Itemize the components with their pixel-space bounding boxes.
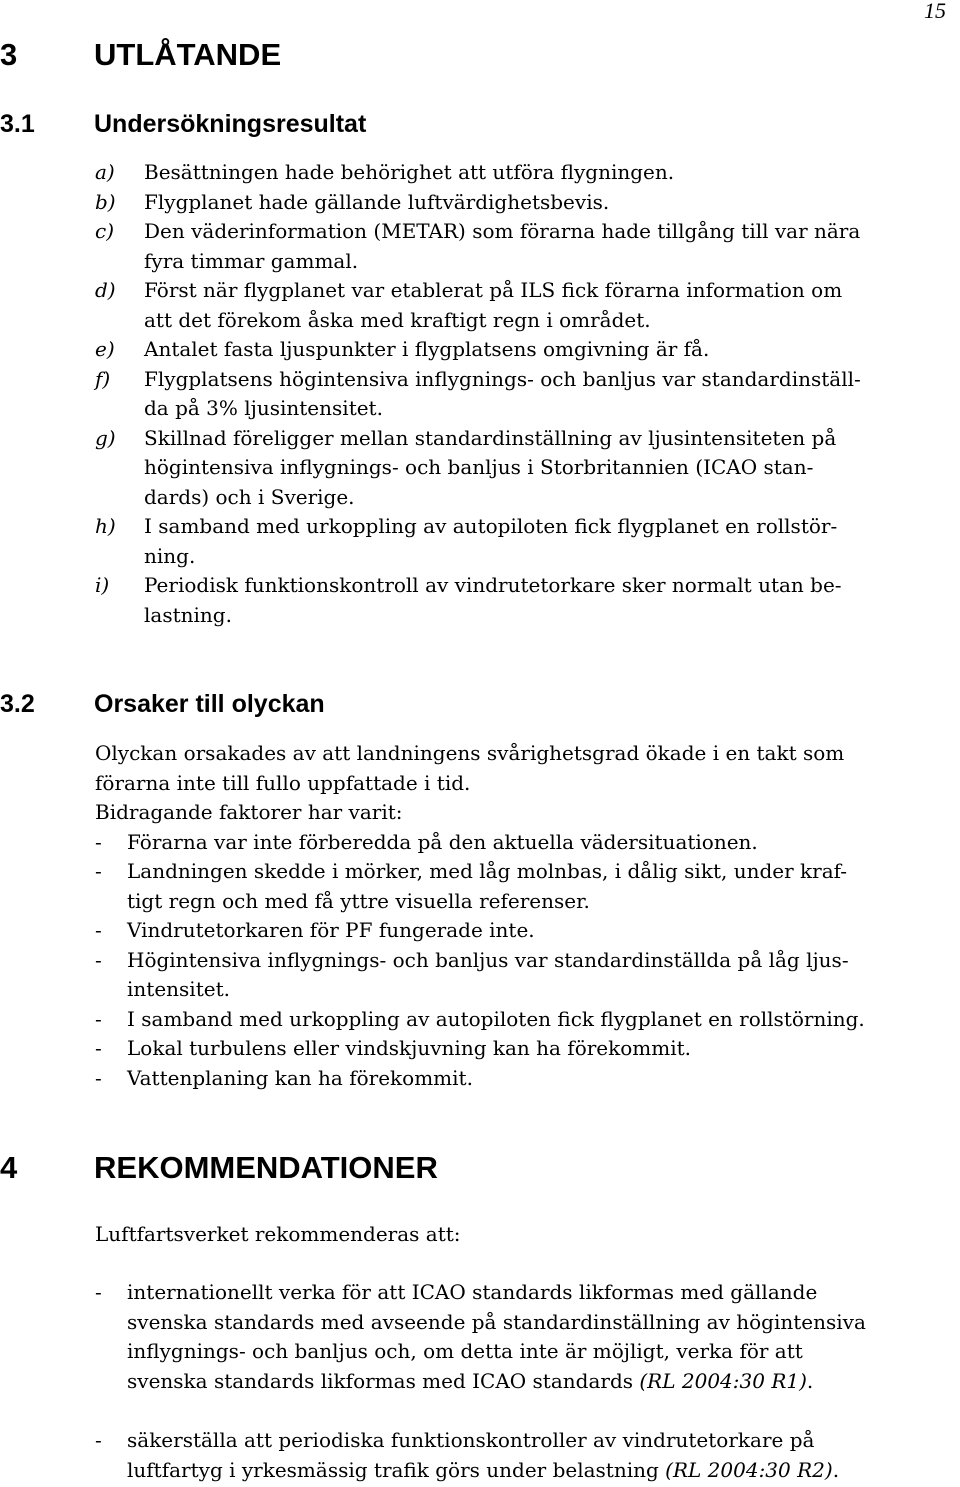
causes-block	[95, 739, 955, 1093]
section-4-number: 4	[0, 1150, 18, 1185]
finding-label: a)	[95, 160, 115, 184]
section-4-title: REKOMMENDATIONER	[94, 1150, 438, 1185]
finding-label: c)	[95, 219, 115, 243]
subsection-3-2-title: Orsaker till olyckan	[94, 690, 325, 718]
finding-line: Flygplatsens högintensiva inflygnings- och banljus var standardinställ-	[144, 366, 861, 391]
finding-line: Besättningen hade behörighet att utföra flygningen.	[144, 160, 675, 184]
subsection-3-2-number: 3.2	[0, 690, 35, 718]
factor-item	[95, 828, 955, 858]
recommendation-reference: (RL 2004:30 R1)	[639, 1368, 807, 1393]
factor-item	[95, 1005, 955, 1035]
finding-line: Periodisk funktionskontroll av vindrutetorkare sker normalt utan be-	[144, 573, 842, 597]
finding-line: lastning.	[144, 602, 232, 627]
dash-bullet: -	[95, 1428, 102, 1452]
finding-line: ning.	[144, 543, 196, 568]
finding-item	[95, 571, 955, 630]
finding-line: Skillnad föreligger mellan standardinställning av ljusintensiteten på	[144, 425, 837, 450]
finding-line: Flygplanet hade gällande luftvärdighetsbevis.	[144, 189, 610, 214]
findings-list	[95, 158, 955, 630]
finding-item	[95, 276, 955, 335]
finding-label: b)	[95, 189, 116, 214]
finding-line: Först när flygplanet var etablerat på ILS fick förarna information om	[144, 278, 843, 302]
finding-item	[95, 217, 955, 276]
finding-line: högintensiva inflygnings- och banljus i Storbritannien (ICAO stan-	[144, 455, 814, 479]
finding-label: g)	[95, 425, 116, 450]
factor-item	[95, 857, 955, 916]
recommendation-item	[95, 1426, 955, 1485]
finding-line: att det förekom åska med kraftigt regn i området.	[144, 307, 651, 332]
finding-label: e)	[95, 337, 115, 361]
finding-line: da på 3% ljusintensitet.	[144, 396, 383, 420]
page-number: 15	[924, 0, 946, 23]
subsection-3-1-title: Undersökningsresultat	[94, 110, 367, 138]
recommendations-list	[95, 1278, 955, 1485]
recommendation-period: .	[832, 1457, 840, 1482]
section-3-title: UTLÅTANDE	[94, 37, 282, 72]
finding-line: I samband med urkoppling av autopiloten fick flygplanet en rollstör-	[144, 514, 838, 538]
finding-line: Antalet fasta ljuspunkter i flygplatsens omgivning är få.	[144, 337, 710, 361]
factor-line: Vindrutetorkaren för PF fungerade inte.	[127, 918, 535, 942]
dash-bullet: -	[95, 947, 102, 972]
factor-item	[95, 1034, 955, 1064]
recommendation-line: säkerställa att periodiska funktionskontroller av vindrutetorkare på	[127, 1428, 815, 1452]
finding-item	[95, 158, 955, 188]
factors-heading: Bidragande faktorer har varit:	[95, 800, 403, 824]
finding-item	[95, 424, 955, 513]
recommendation-line	[127, 1367, 955, 1397]
dash-bullet: -	[95, 1036, 102, 1060]
finding-item	[95, 335, 955, 365]
causes-intro-line: Olyckan orsakades av att landningens svårighetsgrad ökade i en takt som	[95, 741, 845, 765]
recommendation-text: luftfartyg i yrkesmässig trafik görs under belastning	[127, 1457, 666, 1482]
finding-item	[95, 512, 955, 571]
dash-bullet: -	[95, 1280, 102, 1304]
section-3-number: 3	[0, 37, 18, 72]
factor-line: Landningen skedde i mörker, med låg molnbas, i dålig sikt, under kraf-	[127, 859, 848, 883]
finding-line: Den väderinformation (METAR) som förarna hade tillgång till var nära	[144, 219, 861, 243]
factor-line: Vattenplaning kan ha förekommit.	[127, 1065, 473, 1090]
finding-label: f)	[95, 366, 111, 391]
causes-intro-line: förarna inte till fullo uppfattade i tid.	[95, 770, 471, 795]
recommendation-line: svenska standards med avseende på standardinställning av högintensiva	[127, 1309, 866, 1334]
subsection-3-1-heading	[0, 108, 366, 140]
recommendation-text: svenska standards likformas med ICAO standards	[127, 1368, 640, 1393]
factor-item	[95, 1064, 955, 1094]
factor-line: intensitet.	[127, 977, 230, 1001]
factor-line: Lokal turbulens eller vindskjuvning kan ha förekommit.	[127, 1036, 692, 1060]
finding-label: d)	[95, 278, 116, 302]
recommendations-intro: Luftfartsverket rekommenderas att:	[95, 1222, 461, 1246]
dash-bullet: -	[95, 1006, 102, 1031]
dash-bullet: -	[95, 1065, 102, 1090]
finding-item	[95, 188, 955, 218]
section-4-heading	[0, 1148, 438, 1188]
factor-line: Förarna var inte förberedda på den aktuella vädersituationen.	[127, 829, 758, 854]
recommendation-reference: (RL 2004:30 R2)	[665, 1457, 833, 1482]
subsection-3-1-number: 3.1	[0, 110, 35, 138]
recommendation-line: inflygnings- och banljus och, om detta inte är möjligt, verka för att	[127, 1339, 803, 1363]
recommendation-item	[95, 1278, 955, 1396]
dash-bullet: -	[95, 918, 102, 942]
section-3-heading	[0, 35, 281, 75]
finding-item	[95, 365, 955, 424]
finding-line: dards) och i Sverige.	[144, 484, 355, 509]
factor-item	[95, 946, 955, 1005]
recommendation-line: internationellt verka för att ICAO standards likformas med gällande	[127, 1280, 818, 1304]
finding-label: h)	[95, 514, 116, 538]
recommendation-period: .	[806, 1368, 814, 1393]
finding-label: i)	[95, 573, 110, 597]
dash-bullet: -	[95, 859, 102, 883]
factor-line: Högintensiva inflygnings- och banljus var standardinställda på låg ljus-	[127, 947, 849, 972]
dash-bullet: -	[95, 829, 102, 854]
factor-line: I samband med urkoppling av autopiloten fick flygplanet en rollstörning.	[127, 1006, 865, 1031]
subsection-3-2-heading	[0, 688, 325, 720]
factor-item	[95, 916, 955, 946]
factor-line: tigt regn och med få yttre visuella referenser.	[127, 888, 590, 913]
recommendation-line	[127, 1456, 955, 1486]
finding-line: fyra timmar gammal.	[144, 248, 359, 273]
